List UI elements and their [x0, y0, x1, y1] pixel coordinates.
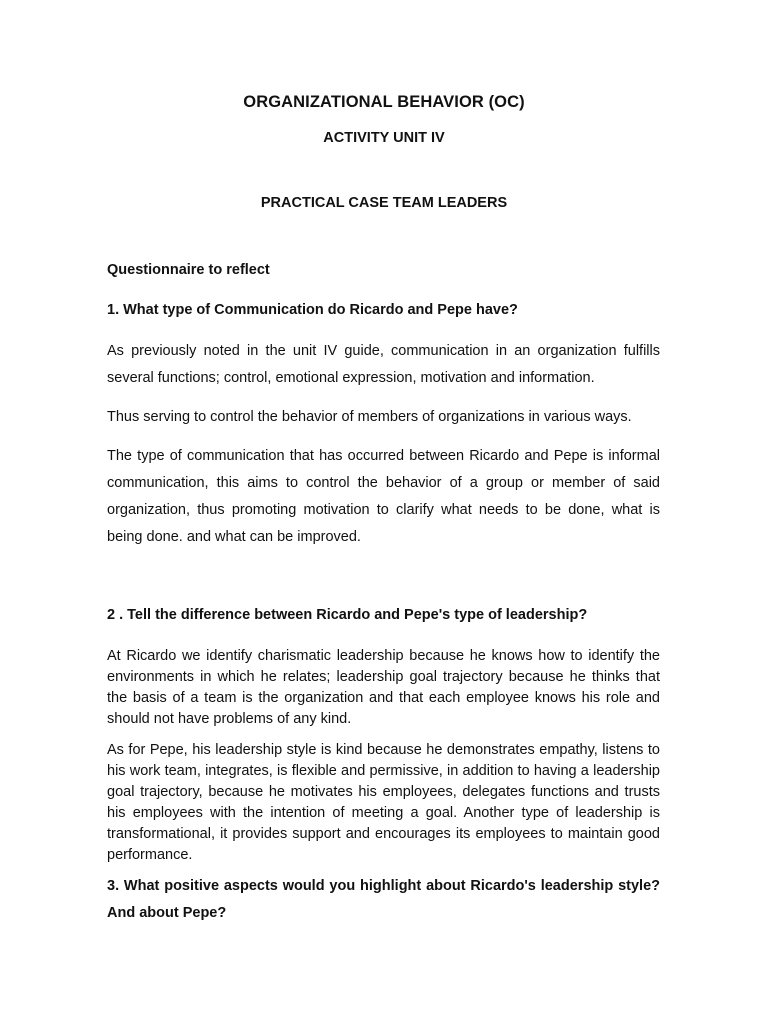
question-3: 3. What positive aspects would you highlight about Ricardo's leadership style? And about Pepe? [107, 878, 660, 921]
document-title: ORGANIZATIONAL BEHAVIOR (OC) [243, 93, 525, 111]
question-1: 1. What type of Communication do Ricardo and Pepe have? [107, 302, 518, 318]
answer-2-paragraph-1: At Ricardo we identify charismatic leadership because he knows how to identify the environments in which he relates; leadership goal trajectory because he thinks that the basis of a team is the organization and that each employee knows his role and should not have problems of any kind. [107, 648, 660, 727]
questionnaire-heading: Questionnaire to reflect [107, 262, 270, 278]
document-subtitle: ACTIVITY UNIT IV [323, 130, 445, 146]
answer-1-paragraph-3: The type of communication that has occurred between Ricardo and Pepe is informal communication, this aims to control the behavior of a group or member of said organization, thus promoting motivation to clarify what needs to be done, what is being done. and what can be improved. [107, 448, 660, 545]
answer-1-paragraph-2: Thus serving to control the behavior of members of organizations in various ways. [107, 409, 632, 425]
answer-1-paragraph-1: As previously noted in the unit IV guide, communication in an organization fulfills several functions; control, emotional expression, motivation and information. [107, 343, 660, 386]
answer-2-paragraph-2: As for Pepe, his leadership style is kind because he demonstrates empathy, listens to his work team, integrates, is flexible and permissive, in addition to having a leadership goal trajectory, because he motivates his employees, delegates functions and trusts his employees with the intention of meeting a goal. Another type of leadership is transformational, it provides support and encourages its employees to maintain good performance. [107, 742, 660, 863]
question-2: 2 . Tell the difference between Ricardo and Pepe's type of leadership? [107, 607, 588, 623]
case-title: PRACTICAL CASE TEAM LEADERS [260, 195, 508, 211]
